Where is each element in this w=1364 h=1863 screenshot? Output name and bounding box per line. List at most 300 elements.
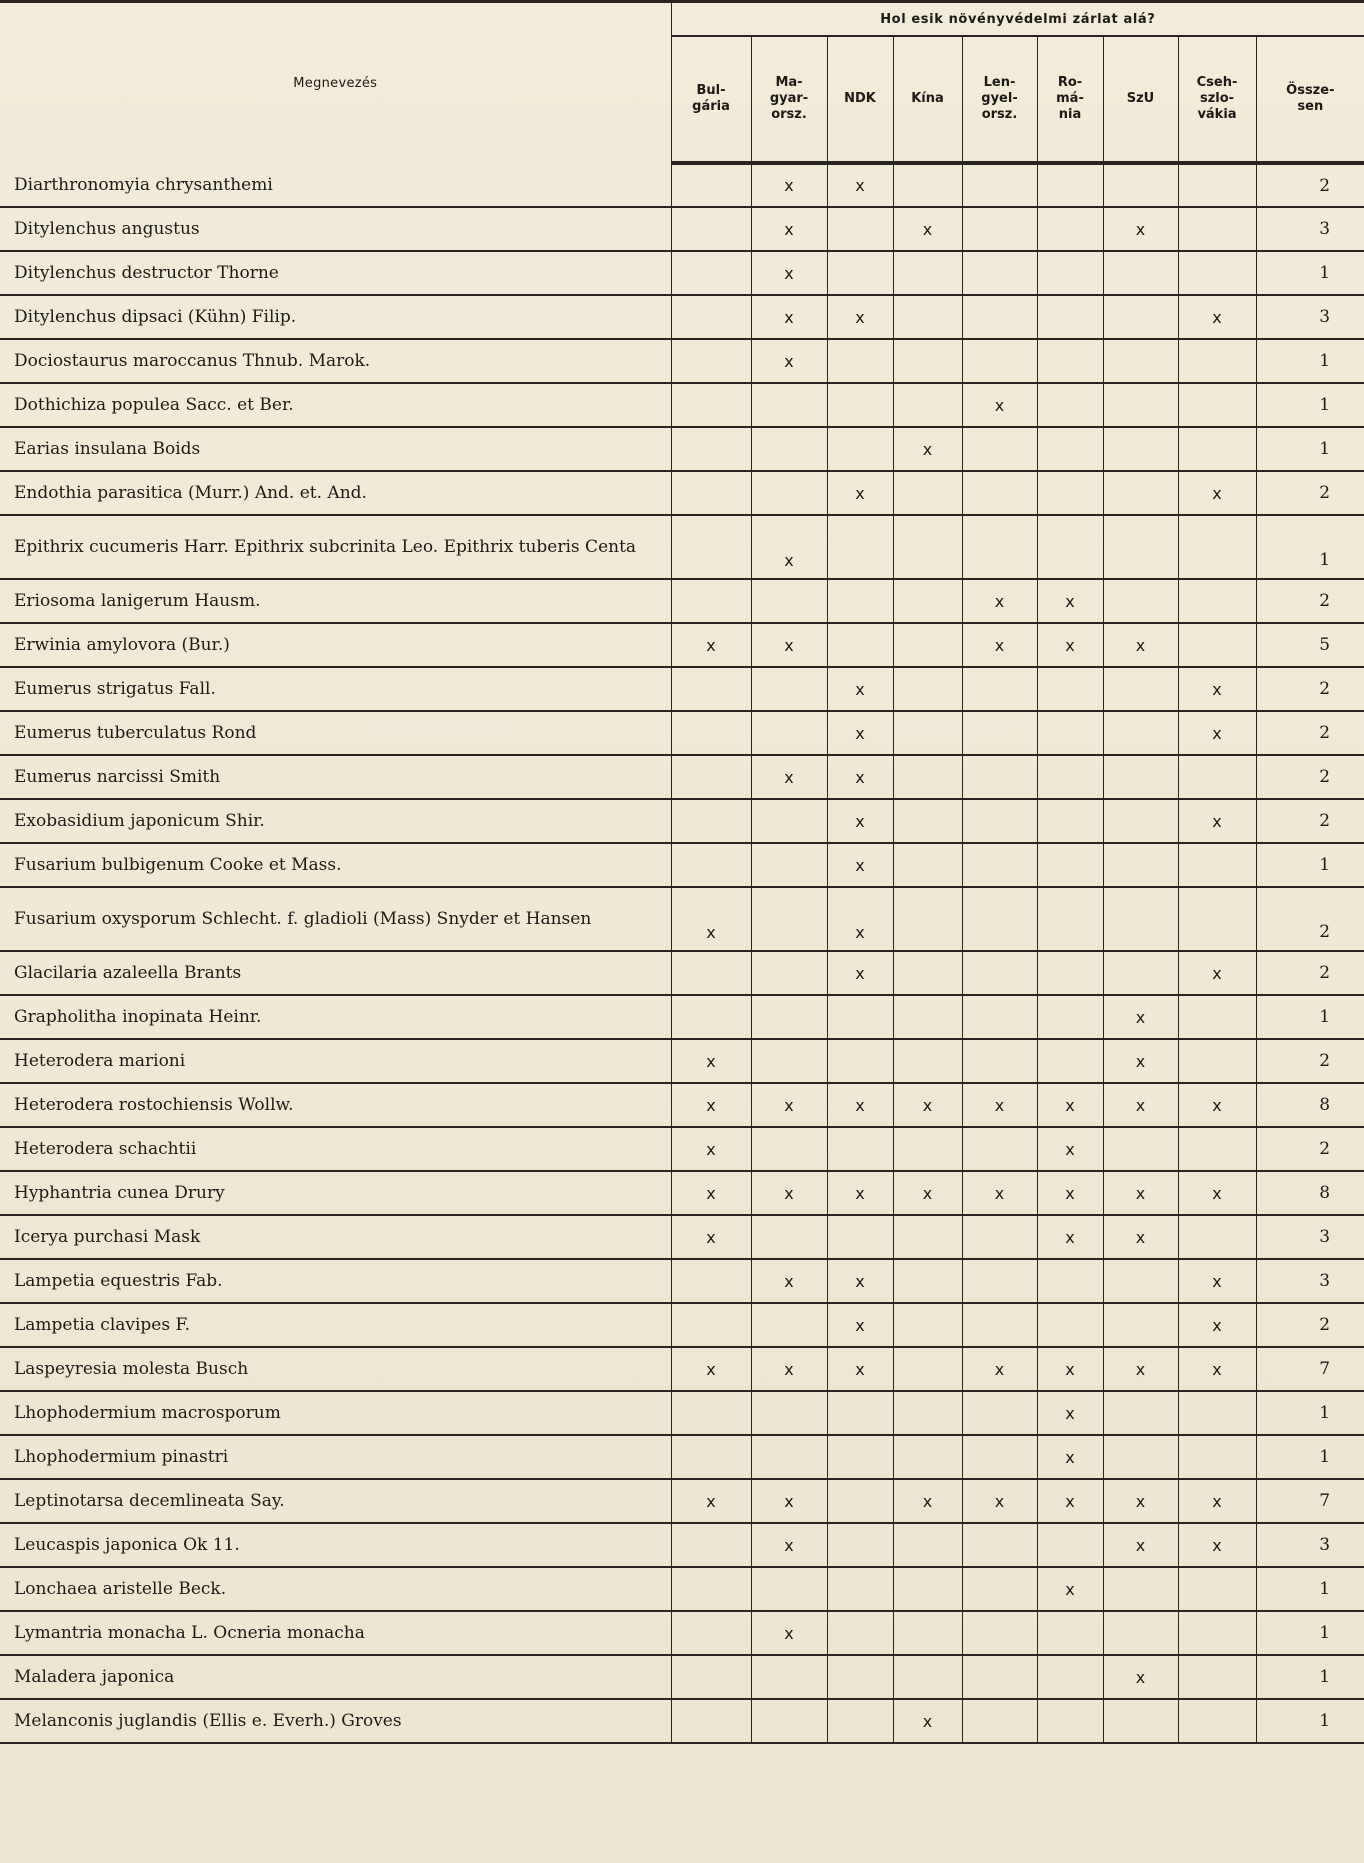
table-row	[0, 163, 1364, 207]
mark-cell-ndk: x	[827, 1083, 893, 1127]
species-name: Diarthronomyia chrysanthemi	[0, 163, 671, 207]
row-total: 2	[1256, 1303, 1364, 1347]
species-name: Lonchaea aristelle Beck.	[0, 1567, 671, 1611]
mark-cell-hu	[751, 1699, 827, 1743]
mark-cell-pl	[962, 1127, 1037, 1171]
mark-cell-ndk	[827, 1523, 893, 1567]
mark-cell-bg	[671, 1523, 751, 1567]
mark-cell-kina	[893, 295, 962, 339]
mark-cell-cs	[1178, 755, 1256, 799]
mark-cell-ro: x	[1037, 1171, 1103, 1215]
name-column-header: Megnevezés	[0, 2, 671, 164]
table-row	[0, 887, 1364, 951]
mark-cell-ndk: x	[827, 1347, 893, 1391]
mark-cell-kina: x	[893, 1699, 962, 1743]
mark-cell-pl: x	[962, 623, 1037, 667]
mark-cell-ndk	[827, 427, 893, 471]
mark-cell-cs	[1178, 1655, 1256, 1699]
mark-cell-kina	[893, 471, 962, 515]
mark-cell-cs	[1178, 1699, 1256, 1743]
mark-cell-bg: x	[671, 1039, 751, 1083]
mark-cell-bg	[671, 295, 751, 339]
mark-cell-cs: x	[1178, 1171, 1256, 1215]
species-name: Lhophodermium pinastri	[0, 1435, 671, 1479]
mark-cell-ro: x	[1037, 1083, 1103, 1127]
row-total: 1	[1256, 1391, 1364, 1435]
mark-cell-hu: x	[751, 1611, 827, 1655]
mark-cell-hu: x	[751, 295, 827, 339]
table-row	[0, 1391, 1364, 1435]
mark-cell-pl: x	[962, 579, 1037, 623]
table-row	[0, 1347, 1364, 1391]
mark-cell-pl: x	[962, 383, 1037, 427]
row-total: 7	[1256, 1479, 1364, 1523]
row-total: 2	[1256, 471, 1364, 515]
table-row	[0, 995, 1364, 1039]
table-row	[0, 339, 1364, 383]
mark-cell-ro	[1037, 515, 1103, 579]
species-name: Grapholitha inopinata Heinr.	[0, 995, 671, 1039]
row-total: 1	[1256, 251, 1364, 295]
mark-cell-hu	[751, 1127, 827, 1171]
mark-cell-su	[1103, 1611, 1178, 1655]
table-row	[0, 1699, 1364, 1743]
country-header-ro: Ro- má- nia	[1037, 36, 1103, 163]
mark-cell-su	[1103, 1391, 1178, 1435]
mark-cell-ro	[1037, 1655, 1103, 1699]
species-name: Dothichiza populea Sacc. et Ber.	[0, 383, 671, 427]
mark-cell-bg	[671, 579, 751, 623]
mark-cell-hu	[751, 951, 827, 995]
mark-cell-cs: x	[1178, 951, 1256, 995]
row-total: 1	[1256, 427, 1364, 471]
mark-cell-cs	[1178, 579, 1256, 623]
mark-cell-su: x	[1103, 1523, 1178, 1567]
mark-cell-bg	[671, 799, 751, 843]
species-name: Lhophodermium macrosporum	[0, 1391, 671, 1435]
mark-cell-kina	[893, 1611, 962, 1655]
table-row	[0, 515, 1364, 579]
species-name: Heterodera marioni	[0, 1039, 671, 1083]
mark-cell-bg: x	[671, 887, 751, 951]
table-row	[0, 1039, 1364, 1083]
mark-cell-kina	[893, 1391, 962, 1435]
mark-cell-su: x	[1103, 1039, 1178, 1083]
mark-cell-kina	[893, 251, 962, 295]
table-row	[0, 1215, 1364, 1259]
mark-cell-pl	[962, 887, 1037, 951]
mark-cell-ro	[1037, 711, 1103, 755]
mark-cell-kina	[893, 843, 962, 887]
mark-cell-su	[1103, 843, 1178, 887]
mark-cell-hu: x	[751, 163, 827, 207]
species-name: Lampetia equestris Fab.	[0, 1259, 671, 1303]
mark-cell-hu: x	[751, 1479, 827, 1523]
species-name: Ditylenchus angustus	[0, 207, 671, 251]
species-name: Maladera japonica	[0, 1655, 671, 1699]
mark-cell-su	[1103, 887, 1178, 951]
mark-cell-pl	[962, 711, 1037, 755]
mark-cell-pl: x	[962, 1347, 1037, 1391]
mark-cell-su	[1103, 1127, 1178, 1171]
mark-cell-pl	[962, 799, 1037, 843]
row-total: 8	[1256, 1083, 1364, 1127]
mark-cell-kina	[893, 1215, 962, 1259]
mark-cell-su	[1103, 339, 1178, 383]
mark-cell-bg	[671, 1699, 751, 1743]
mark-cell-bg	[671, 995, 751, 1039]
mark-cell-ro	[1037, 1303, 1103, 1347]
species-name: Eumerus tuberculatus Rond	[0, 711, 671, 755]
mark-cell-kina	[893, 1435, 962, 1479]
mark-cell-su: x	[1103, 995, 1178, 1039]
mark-cell-su: x	[1103, 623, 1178, 667]
mark-cell-ro	[1037, 1259, 1103, 1303]
row-total: 2	[1256, 1039, 1364, 1083]
mark-cell-cs	[1178, 1567, 1256, 1611]
table-row	[0, 1083, 1364, 1127]
mark-cell-ro	[1037, 887, 1103, 951]
mark-cell-ndk: x	[827, 951, 893, 995]
mark-cell-kina	[893, 755, 962, 799]
table-row	[0, 623, 1364, 667]
mark-cell-kina: x	[893, 1171, 962, 1215]
table-row	[0, 843, 1364, 887]
mark-cell-ro	[1037, 667, 1103, 711]
mark-cell-pl	[962, 515, 1037, 579]
mark-cell-ndk	[827, 1567, 893, 1611]
mark-cell-cs: x	[1178, 799, 1256, 843]
species-name: Leptinotarsa decemlineata Say.	[0, 1479, 671, 1523]
mark-cell-pl	[962, 951, 1037, 995]
mark-cell-ndk: x	[827, 1303, 893, 1347]
mark-cell-ndk: x	[827, 471, 893, 515]
mark-cell-pl: x	[962, 1083, 1037, 1127]
mark-cell-pl	[962, 295, 1037, 339]
table-row	[0, 799, 1364, 843]
species-name: Leucaspis japonica Ok 11.	[0, 1523, 671, 1567]
mark-cell-ro	[1037, 1699, 1103, 1743]
row-total: 3	[1256, 1215, 1364, 1259]
mark-cell-kina: x	[893, 1479, 962, 1523]
mark-cell-cs	[1178, 623, 1256, 667]
species-name: Exobasidium japonicum Shir.	[0, 799, 671, 843]
mark-cell-su	[1103, 1699, 1178, 1743]
table-row	[0, 1259, 1364, 1303]
species-name: Eriosoma lanigerum Hausm.	[0, 579, 671, 623]
row-total: 2	[1256, 667, 1364, 711]
mark-cell-hu	[751, 1303, 827, 1347]
mark-cell-bg	[671, 471, 751, 515]
row-total: 1	[1256, 995, 1364, 1039]
mark-cell-ndk	[827, 515, 893, 579]
mark-cell-su: x	[1103, 1347, 1178, 1391]
mark-cell-su	[1103, 1435, 1178, 1479]
row-total: 1	[1256, 1567, 1364, 1611]
mark-cell-cs	[1178, 163, 1256, 207]
mark-cell-hu: x	[751, 1171, 827, 1215]
mark-cell-cs: x	[1178, 1083, 1256, 1127]
mark-cell-ro: x	[1037, 1215, 1103, 1259]
mark-cell-pl	[962, 1699, 1037, 1743]
mark-cell-hu	[751, 471, 827, 515]
mark-cell-ndk	[827, 995, 893, 1039]
mark-cell-bg	[671, 251, 751, 295]
row-total: 2	[1256, 1127, 1364, 1171]
mark-cell-ro	[1037, 427, 1103, 471]
mark-cell-pl	[962, 1303, 1037, 1347]
mark-cell-ro	[1037, 163, 1103, 207]
mark-cell-bg	[671, 383, 751, 427]
mark-cell-ndk	[827, 383, 893, 427]
species-name: Heterodera schachtii	[0, 1127, 671, 1171]
row-total: 3	[1256, 207, 1364, 251]
row-total: 5	[1256, 623, 1364, 667]
mark-cell-bg: x	[671, 1347, 751, 1391]
mark-cell-pl	[962, 1655, 1037, 1699]
country-header-pl: Len- gyel- orsz.	[962, 36, 1037, 163]
mark-cell-ro	[1037, 339, 1103, 383]
mark-cell-ro: x	[1037, 579, 1103, 623]
mark-cell-hu	[751, 1215, 827, 1259]
mark-cell-bg	[671, 843, 751, 887]
mark-cell-hu	[751, 667, 827, 711]
mark-cell-ndk: x	[827, 711, 893, 755]
mark-cell-ro: x	[1037, 1435, 1103, 1479]
mark-cell-pl	[962, 1435, 1037, 1479]
species-name: Laspeyresia molesta Busch	[0, 1347, 671, 1391]
mark-cell-su	[1103, 755, 1178, 799]
mark-cell-kina	[893, 1523, 962, 1567]
species-name: Heterodera rostochiensis Wollw.	[0, 1083, 671, 1127]
table-row	[0, 1523, 1364, 1567]
table-row	[0, 471, 1364, 515]
mark-cell-ndk	[827, 1699, 893, 1743]
mark-cell-cs: x	[1178, 1303, 1256, 1347]
country-header-cs: Cseh- szlo- vákia	[1178, 36, 1256, 163]
mark-cell-ro	[1037, 1611, 1103, 1655]
mark-cell-kina	[893, 579, 962, 623]
mark-cell-ndk	[827, 1127, 893, 1171]
mark-cell-ndk: x	[827, 1171, 893, 1215]
mark-cell-ndk: x	[827, 1259, 893, 1303]
mark-cell-su	[1103, 383, 1178, 427]
row-total: 2	[1256, 711, 1364, 755]
mark-cell-ndk: x	[827, 843, 893, 887]
mark-cell-pl	[962, 1039, 1037, 1083]
row-total: 2	[1256, 755, 1364, 799]
mark-cell-ndk	[827, 1039, 893, 1083]
mark-cell-kina	[893, 1259, 962, 1303]
mark-cell-ndk: x	[827, 163, 893, 207]
row-total: 7	[1256, 1347, 1364, 1391]
mark-cell-kina	[893, 951, 962, 995]
mark-cell-ro	[1037, 207, 1103, 251]
mark-cell-pl: x	[962, 1479, 1037, 1523]
table-row	[0, 207, 1364, 251]
mark-cell-ndk	[827, 623, 893, 667]
mark-cell-su	[1103, 1259, 1178, 1303]
mark-cell-ro	[1037, 843, 1103, 887]
mark-cell-hu	[751, 995, 827, 1039]
table-row	[0, 1435, 1364, 1479]
mark-cell-cs	[1178, 995, 1256, 1039]
mark-cell-cs: x	[1178, 471, 1256, 515]
mark-cell-ndk	[827, 579, 893, 623]
quarantine-group-header: Hol esik növényvédelmi zárlat alá?	[671, 2, 1364, 37]
country-header-ndk: NDK	[827, 36, 893, 163]
mark-cell-kina: x	[893, 207, 962, 251]
species-name: Dociostaurus maroccanus Thnub. Marok.	[0, 339, 671, 383]
mark-cell-bg	[671, 1259, 751, 1303]
mark-cell-su	[1103, 711, 1178, 755]
mark-cell-hu: x	[751, 1083, 827, 1127]
species-name: Eumerus strigatus Fall.	[0, 667, 671, 711]
table-row	[0, 1171, 1364, 1215]
mark-cell-hu	[751, 711, 827, 755]
mark-cell-kina	[893, 799, 962, 843]
mark-cell-pl	[962, 427, 1037, 471]
mark-cell-pl	[962, 471, 1037, 515]
mark-cell-ndk	[827, 1479, 893, 1523]
mark-cell-pl	[962, 1391, 1037, 1435]
mark-cell-kina: x	[893, 1083, 962, 1127]
sum-column-header: Össze- sen	[1256, 36, 1364, 163]
mark-cell-hu	[751, 383, 827, 427]
mark-cell-hu: x	[751, 207, 827, 251]
mark-cell-cs	[1178, 1039, 1256, 1083]
mark-cell-bg	[671, 1611, 751, 1655]
mark-cell-bg: x	[671, 1479, 751, 1523]
mark-cell-ro	[1037, 799, 1103, 843]
species-name: Lampetia clavipes F.	[0, 1303, 671, 1347]
mark-cell-hu: x	[751, 1347, 827, 1391]
mark-cell-ro: x	[1037, 623, 1103, 667]
species-name: Fusarium bulbigenum Cooke et Mass.	[0, 843, 671, 887]
mark-cell-cs: x	[1178, 1259, 1256, 1303]
table-row	[0, 251, 1364, 295]
mark-cell-cs	[1178, 339, 1256, 383]
mark-cell-hu	[751, 1391, 827, 1435]
table-row	[0, 1655, 1364, 1699]
mark-cell-bg	[671, 207, 751, 251]
mark-cell-pl	[962, 755, 1037, 799]
mark-cell-bg	[671, 755, 751, 799]
row-total: 1	[1256, 1699, 1364, 1743]
mark-cell-cs	[1178, 1127, 1256, 1171]
table-row	[0, 1567, 1364, 1611]
mark-cell-pl	[962, 1567, 1037, 1611]
mark-cell-bg	[671, 1435, 751, 1479]
mark-cell-kina: x	[893, 427, 962, 471]
mark-cell-ndk	[827, 1435, 893, 1479]
table-header	[0, 2, 1364, 164]
mark-cell-kina	[893, 1303, 962, 1347]
mark-cell-ro	[1037, 951, 1103, 995]
mark-cell-su	[1103, 667, 1178, 711]
mark-cell-cs	[1178, 1611, 1256, 1655]
mark-cell-cs: x	[1178, 1523, 1256, 1567]
mark-cell-cs	[1178, 843, 1256, 887]
mark-cell-ro	[1037, 471, 1103, 515]
species-name: Fusarium oxysporum Schlecht. f. gladioli (Mass) Snyder et Hansen	[0, 887, 671, 951]
mark-cell-pl	[962, 1523, 1037, 1567]
mark-cell-pl	[962, 995, 1037, 1039]
table-row	[0, 1479, 1364, 1523]
mark-cell-cs: x	[1178, 1347, 1256, 1391]
mark-cell-hu: x	[751, 1259, 827, 1303]
table-row	[0, 383, 1364, 427]
table-row	[0, 295, 1364, 339]
row-total: 1	[1256, 843, 1364, 887]
mark-cell-kina	[893, 1347, 962, 1391]
country-header-hu: Ma- gyar- orsz.	[751, 36, 827, 163]
mark-cell-bg	[671, 951, 751, 995]
mark-cell-cs	[1178, 1391, 1256, 1435]
mark-cell-ndk	[827, 1391, 893, 1435]
mark-cell-su	[1103, 951, 1178, 995]
mark-cell-cs: x	[1178, 711, 1256, 755]
mark-cell-hu: x	[751, 251, 827, 295]
mark-cell-pl: x	[962, 1171, 1037, 1215]
mark-cell-pl	[962, 207, 1037, 251]
mark-cell-bg	[671, 1655, 751, 1699]
mark-cell-pl	[962, 1611, 1037, 1655]
mark-cell-kina	[893, 515, 962, 579]
mark-cell-cs: x	[1178, 1479, 1256, 1523]
species-name: Melanconis juglandis (Ellis e. Everh.) Groves	[0, 1699, 671, 1743]
mark-cell-ro	[1037, 383, 1103, 427]
mark-cell-cs	[1178, 515, 1256, 579]
mark-cell-kina	[893, 1655, 962, 1699]
mark-cell-su	[1103, 1567, 1178, 1611]
mark-cell-hu	[751, 427, 827, 471]
mark-cell-su: x	[1103, 1215, 1178, 1259]
mark-cell-cs	[1178, 207, 1256, 251]
mark-cell-ro: x	[1037, 1567, 1103, 1611]
mark-cell-pl	[962, 163, 1037, 207]
species-name: Endothia parasitica (Murr.) And. et. And.	[0, 471, 671, 515]
species-name: Earias insulana Boids	[0, 427, 671, 471]
mark-cell-hu	[751, 843, 827, 887]
mark-cell-cs: x	[1178, 667, 1256, 711]
mark-cell-su	[1103, 427, 1178, 471]
mark-cell-hu: x	[751, 623, 827, 667]
species-name: Glacilaria azaleella Brants	[0, 951, 671, 995]
mark-cell-hu	[751, 1567, 827, 1611]
table-body	[0, 163, 1364, 1743]
mark-cell-ro	[1037, 995, 1103, 1039]
mark-cell-ro	[1037, 755, 1103, 799]
mark-cell-hu: x	[751, 755, 827, 799]
mark-cell-su: x	[1103, 1655, 1178, 1699]
mark-cell-cs: x	[1178, 295, 1256, 339]
mark-cell-pl	[962, 667, 1037, 711]
mark-cell-hu	[751, 1435, 827, 1479]
mark-cell-kina	[893, 1039, 962, 1083]
mark-cell-kina	[893, 383, 962, 427]
table-row	[0, 427, 1364, 471]
table-row	[0, 667, 1364, 711]
row-total: 1	[1256, 339, 1364, 383]
mark-cell-bg	[671, 1391, 751, 1435]
mark-cell-ndk	[827, 207, 893, 251]
mark-cell-ro: x	[1037, 1347, 1103, 1391]
mark-cell-su	[1103, 471, 1178, 515]
table-row	[0, 1127, 1364, 1171]
mark-cell-cs	[1178, 1435, 1256, 1479]
mark-cell-cs	[1178, 383, 1256, 427]
